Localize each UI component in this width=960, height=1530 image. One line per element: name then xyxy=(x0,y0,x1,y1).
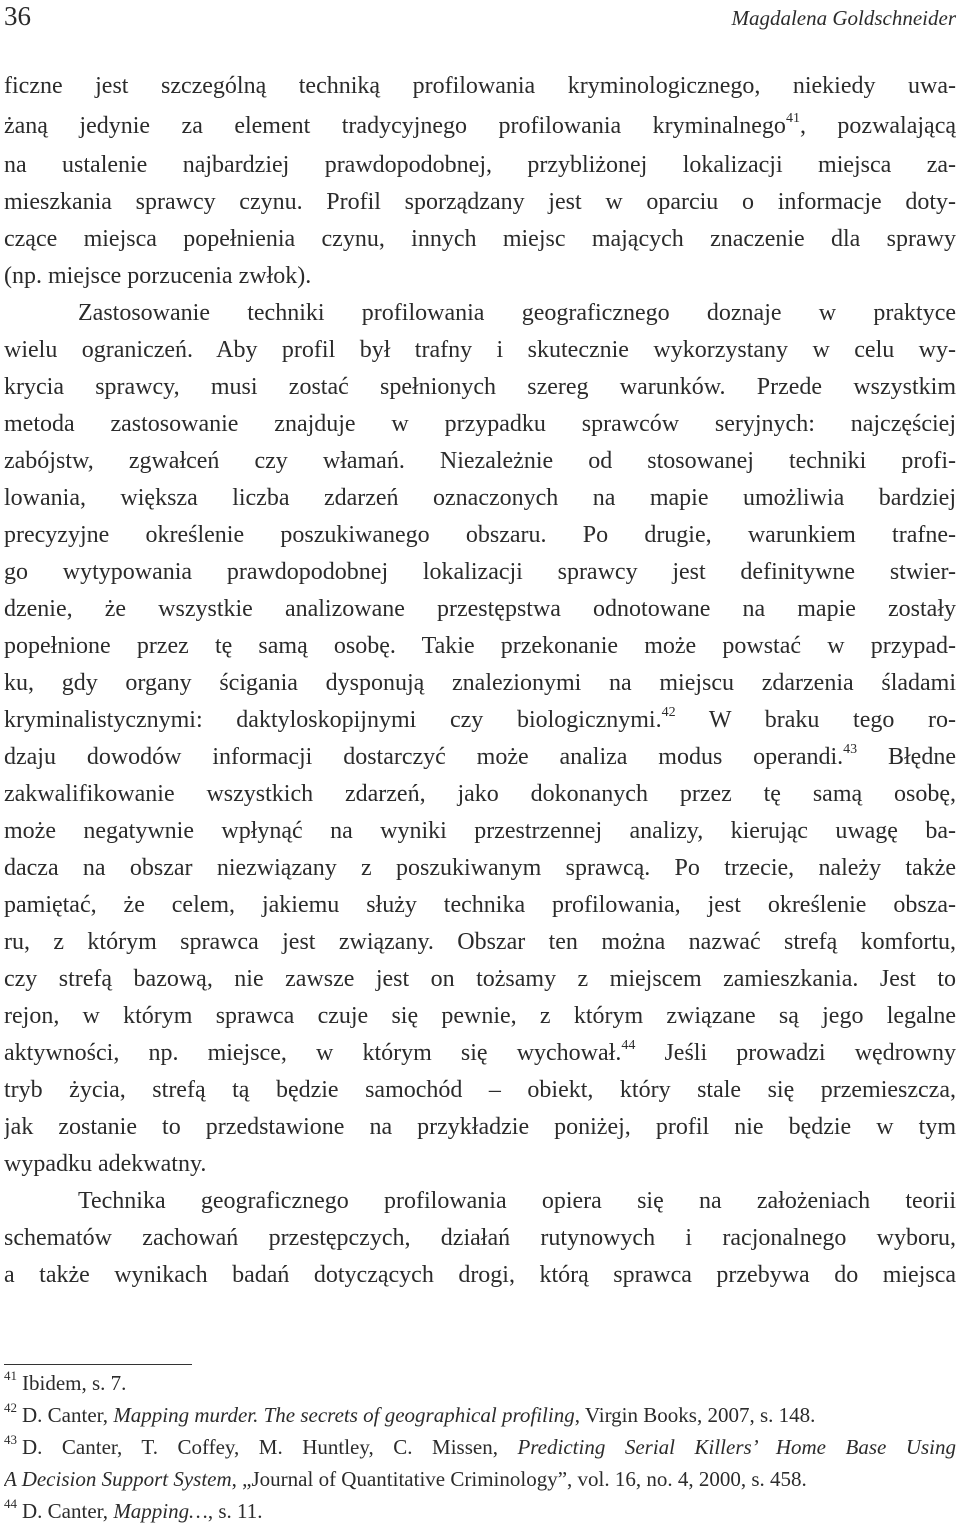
text-segment: aktywności, np. miejsce, w którym się wychował. xyxy=(4,1040,622,1066)
text-line: mieszkania sprawcy czynu. Profil sporządzany jest w oparciu o informacje doty- xyxy=(4,189,956,215)
footnote-text: D. Canter, xyxy=(22,1403,114,1427)
footnote-title: Predicting Serial Killers’ Home Base Using xyxy=(517,1435,956,1459)
text-line: ru, z którym sprawca jest związany. Obszar ten można nazwać strefą komfortu, xyxy=(4,929,956,955)
running-head-author: Magdalena Goldschneider xyxy=(731,6,956,30)
footnote-ref: 44 xyxy=(621,1038,636,1053)
text-segment: kryminalistycznymi: daktyloskopijnymi czy biologicznymi. xyxy=(4,707,662,733)
footnote-number: 43 xyxy=(4,1432,17,1447)
text-segment: , pozwalającą xyxy=(799,113,956,139)
text-line: czy strefą bazową, nie zawsze jest on tożsamy z miejscem zamieszkania. Jest to xyxy=(4,966,956,992)
footnote-44 xyxy=(4,1495,956,1527)
footnote-43-cont xyxy=(4,1463,956,1495)
footnote-number: 41 xyxy=(4,1368,17,1383)
footnote-title: Mapping murder. The secrets of geographical profiling xyxy=(113,1403,575,1427)
text-line: Zastosowanie techniki profilowania geograficznego doznaje w praktyce xyxy=(78,300,956,326)
text-line: Technika geograficznego profilowania opiera się na założeniach teorii xyxy=(78,1188,956,1214)
footnote-42 xyxy=(4,1399,956,1431)
text-line: czące miejsca popełnienia czynu, innych miejsc mających znaczenie dla sprawy xyxy=(4,226,956,252)
footnote-number: 44 xyxy=(4,1496,17,1511)
text-line: może negatywnie wpłynąć na wyniki przestrzennej analizy, kierując uwagę ba- xyxy=(4,818,956,844)
text-line: lowania, większa liczba zdarzeń oznaczonych na mapie umożliwia bardziej xyxy=(4,485,956,511)
text-line: na ustalenie najbardziej prawdopodobnej, przybliżonej lokalizacji miejsca za- xyxy=(4,152,956,178)
footnote-ref: 42 xyxy=(661,705,676,720)
footnotes xyxy=(4,1367,956,1527)
footnote-title: A Decision Support System xyxy=(4,1467,232,1491)
footnote-text: , „Journal of Quantitative Criminology”, vol. 16, no. 4, 2000, s. 458. xyxy=(231,1467,807,1491)
text-line xyxy=(4,1035,956,1072)
footnote-text: D. Canter, xyxy=(22,1499,114,1523)
text-line: (np. miejsce porzucenia zwłok). xyxy=(4,263,312,289)
footnote-text: , s. 11. xyxy=(207,1499,263,1523)
footnote-ref: 41 xyxy=(785,111,800,126)
text-line xyxy=(4,739,956,776)
text-line: jak zostanie to przedstawione na przykładzie poniżej, profil nie będzie w tym xyxy=(4,1114,956,1140)
text-line: go wytypowania prawdopodobnej lokalizacji sprawcy jest definitywne stwier- xyxy=(4,559,956,585)
text-line xyxy=(4,702,956,739)
text-segment: Błędne xyxy=(857,744,956,770)
footnote-41 xyxy=(4,1367,956,1399)
text-segment: żaną jedynie za element tradycyjnego profilowania kryminalnego xyxy=(4,113,786,139)
text-line: wypadku adekwatny. xyxy=(4,1151,207,1177)
text-line: dacza na obszar niezwiązany z poszukiwanym sprawcą. Po trzecie, należy także xyxy=(4,855,956,881)
text-line: rejon, w którym sprawca czuje się pewnie, z którym związane są jego legalne xyxy=(4,1003,956,1029)
text-line: pamiętać, że celem, jakiemu służy technika profilowania, jest określenie obsza- xyxy=(4,892,956,918)
text-line: dzenie, że wszystkie analizowane przestępstwa odnotowane na mapie zostały xyxy=(4,596,956,622)
text-segment: Jeśli prowadzi wędrowny xyxy=(635,1040,956,1066)
text-segment: dzaju dowodów informacji dostarczyć może analiza modus operandi. xyxy=(4,744,844,770)
footnote-number: 42 xyxy=(4,1400,17,1415)
text-line: metoda zastosowanie znajduje w przypadku sprawców seryjnych: najczęściej xyxy=(4,411,956,437)
footnote-text: D. Canter, T. Coffey, M. Huntley, C. Missen, xyxy=(22,1435,518,1459)
footnote-text: , Virgin Books, 2007, s. 148. xyxy=(574,1403,816,1427)
body-text xyxy=(4,68,956,1294)
text-line: tryb życia, strefą tą będzie samochód – obiekt, który stale się przemieszcza, xyxy=(4,1077,956,1103)
text-line: precyzyjne określenie poszukiwanego obszaru. Po drugie, warunkiem trafne- xyxy=(4,522,956,548)
footnote-text: Ibidem, s. 7. xyxy=(22,1371,127,1395)
text-line: a także wynikach badań dotyczących drogi, którą sprawca przebywa do miejsca xyxy=(4,1262,956,1288)
text-line: zabójstw, zgwałceń czy włamań. Niezależnie od stosowanej techniki profi- xyxy=(4,448,956,474)
footnote-title: Mapping… xyxy=(113,1499,208,1523)
text-line: ku, gdy organy ścigania dysponują znalezionymi na miejscu zdarzenia śladami xyxy=(4,670,956,696)
text-line xyxy=(4,105,956,147)
text-line: popełnione przez tę samą osobę. Takie przekonanie może powstać w przypad- xyxy=(4,633,956,659)
text-segment: W braku tego ro- xyxy=(675,707,956,733)
text-line: krycia sprawcy, musi zostać spełnionych szereg warunków. Przede wszystkim xyxy=(4,374,956,400)
text-line: schematów zachowań przestępczych, działań rutynowych i racjonalnego wyboru, xyxy=(4,1225,956,1251)
text-line: ficzne jest szczególną techniką profilowania kryminologicznego, niekiedy uwa- xyxy=(4,73,956,99)
text-line: wielu ograniczeń. Aby profil był trafny i skutecznie wykorzystany w celu wy- xyxy=(4,337,956,363)
text-line: zakwalifikowanie wszystkich zdarzeń, jako dokonanych przez tę samą osobę, xyxy=(4,781,956,807)
footnote-ref: 43 xyxy=(843,742,858,757)
footnote-43 xyxy=(4,1431,956,1463)
footnote-divider xyxy=(4,1364,192,1365)
page-number: 36 xyxy=(4,1,31,31)
